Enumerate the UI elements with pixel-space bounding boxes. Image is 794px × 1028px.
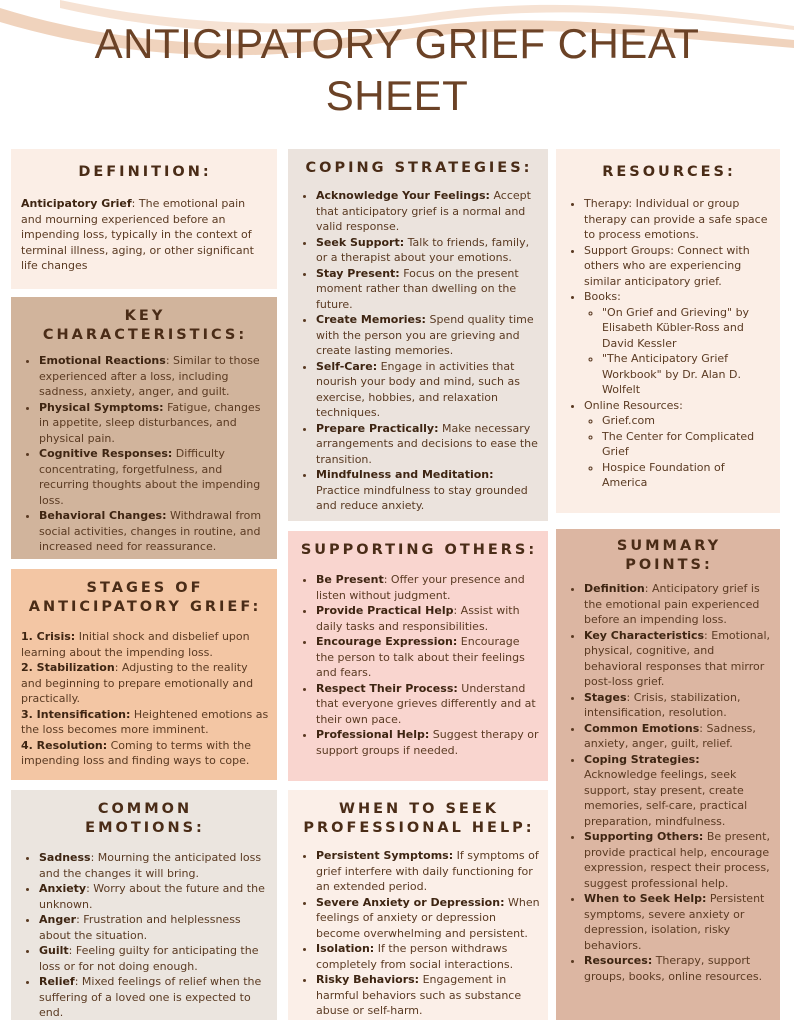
emotions-card — [11, 790, 277, 1020]
list-item: • Risky Behaviors: Engagement in harmful behaviors such as substance abuse or self-harm. — [316, 972, 540, 1019]
list-item: • Create Memories: Spend quality time with the person you are grieving and create lasting memories. — [316, 312, 540, 359]
list-item: • Self-Care: Engage in activities that nourish your body and mind, such as exercise, hobbies, and relaxation techniques. — [316, 359, 540, 421]
list-item: • When to Seek Help: Persistent symptoms, severe anxiety or depression, isolation, risky behaviors. — [584, 891, 772, 953]
list-item: • Isolation: If the person withdraws completely from social interactions. — [316, 941, 540, 972]
stage-item: 1. Crisis: Initial shock and disbelief upon learning about the impending loss. — [21, 630, 250, 659]
stage-item: 3. Intensification: Heightened emotions as the loss becomes more imminent. — [21, 707, 269, 736]
supporting-list — [298, 572, 540, 758]
title-line-2: SHEET — [325, 72, 469, 119]
online-resource-item: ◦ Hospice Foundation of America — [602, 460, 772, 491]
stages-heading: STAGES OF ANTICIPATORY GRIEF: — [28, 580, 262, 615]
list-item: • Severe Anxiety or Depression: When feelings of anxiety or depression become overwhelming and persistent. — [316, 895, 540, 942]
list-item: • Encourage Expression: Encourage the person to talk about their feelings and fears. — [316, 634, 540, 681]
summary-heading: SUMMARY POINTS: — [616, 538, 722, 573]
list-item: • Definition: Anticipatory grief is the emotional pain experienced before an impending loss. — [584, 581, 772, 628]
summary-card — [556, 529, 780, 1020]
online-resource-item: ◦ Grief.com — [602, 413, 772, 429]
list-item: • Persistent Symptoms: If symptoms of grief interfere with daily functioning for an extended period. — [316, 848, 540, 895]
list-item: • Anger: Frustration and helplessness about the situation. — [39, 912, 269, 943]
title-line-1: ANTICIPATORY GRIEF CHEAT — [94, 20, 700, 67]
list-item: • Seek Support: Talk to friends, family, or a therapist about your emotions. — [316, 235, 540, 266]
list-item: • Professional Help: Suggest therapy or support groups if needed. — [316, 727, 540, 758]
books-list — [584, 305, 772, 398]
coping-heading: COPING STRATEGIES: — [305, 160, 533, 176]
list-item: • Key Characteristics: Emotional, physical, cognitive, and behavioral responses that mirror post-loss grief. — [584, 628, 772, 690]
supporting-card — [288, 531, 548, 781]
definition-text: Anticipatory Grief: The emotional pain and mourning experienced before an impending loss, typically in the context of terminal illness, aging, or other significant life changes — [21, 197, 254, 272]
list-item: • Sadness: Mourning the anticipated loss and the changes it will bring. — [39, 850, 269, 881]
list-item: • Online Resources: ◦ Grief.com ◦ The Center for Complicated Grief ◦ Hospice Foundation of America — [584, 398, 772, 491]
list-item: • Provide Practical Help: Assist with daily tasks and responsibilities. — [316, 603, 540, 634]
list-item: • Stages: Crisis, stabilization, intensification, resolution. — [584, 690, 772, 721]
online-resources-list — [584, 413, 772, 491]
list-item: • Coping Strategies: Acknowledge feelings, seek support, stay present, create memories, self-care, practical preparation, mindfulness. — [584, 752, 772, 830]
list-item: • Resources: Therapy, support groups, books, online resources. — [584, 953, 772, 984]
stages-card — [11, 569, 277, 780]
list-item: • Support Groups: Connect with others who are experiencing similar anticipatory grief. — [584, 243, 772, 290]
professional-help-heading: WHEN TO SEEK PROFESSIONAL HELP: — [303, 801, 535, 836]
list-item: • Books: ◦ "On Grief and Grieving" by Elisabeth Kübler-Ross and David Kessler ◦ "The Anticipatory Grief Workbook" by Dr. Alan D. Wolfelt — [584, 289, 772, 398]
key-characteristics-card — [11, 297, 277, 559]
list-item: • Emotional Reactions: Similar to those experienced after a loss, including sadness, anxiety, anger, and guilt. — [39, 353, 269, 400]
professional-help-list — [298, 848, 540, 1019]
emotions-heading: COMMON EMOTIONS: — [85, 801, 205, 836]
coping-card — [288, 149, 548, 521]
emotions-list — [21, 850, 269, 1020]
professional-help-card — [288, 790, 548, 1020]
list-item: • Therapy: Individual or group therapy can provide a safe space to process emotions. — [584, 196, 772, 243]
online-resource-item: ◦ The Center for Complicated Grief — [602, 429, 772, 460]
book-item: ◦ "On Grief and Grieving" by Elisabeth Kübler-Ross and David Kessler — [602, 305, 772, 352]
list-item: • Behavioral Changes: Withdrawal from social activities, changes in routine, and increased need for reassurance. — [39, 508, 269, 555]
stage-item: 2. Stabilization: Adjusting to the reality and beginning to prepare emotionally and practically. — [21, 661, 254, 705]
definition-card — [11, 149, 277, 289]
resources-heading: RESOURCES: — [602, 164, 736, 180]
resources-list — [566, 196, 772, 491]
page-title — [0, 18, 794, 122]
list-item: • Mindfulness and Meditation: Practice mindfulness to stay grounded and reduce anxiety. — [316, 467, 540, 514]
supporting-heading: SUPPORTING OTHERS: — [300, 542, 538, 558]
list-item: • Physical Symptoms: Fatigue, changes in appetite, sleep disturbances, and physical pain. — [39, 400, 269, 447]
list-item: • Cognitive Responses: Difficulty concentrating, forgetfulness, and recurring thoughts about the impending loss. — [39, 446, 269, 508]
key-characteristics-heading: KEY CHARACTERISTICS: — [42, 308, 248, 343]
resources-card — [556, 149, 780, 513]
definition-term: Anticipatory Grief — [21, 197, 132, 210]
list-item: • Prepare Practically: Make necessary arrangements and decisions to ease the transition. — [316, 421, 540, 468]
list-item: • Supporting Others: Be present, provide practical help, encourage expression, respect their process, suggest professional help. — [584, 829, 772, 891]
list-item: • Stay Present: Focus on the present moment rather than dwelling on the future. — [316, 266, 540, 313]
list-item: • Be Present: Offer your presence and listen without judgment. — [316, 572, 540, 603]
stage-item: 4. Resolution: Coming to terms with the impending loss and finding ways to cope. — [21, 738, 252, 767]
coping-list — [298, 188, 540, 514]
list-item: • Guilt: Feeling guilty for anticipating the loss or for not doing enough. — [39, 943, 269, 974]
book-item: ◦ "The Anticipatory Grief Workbook" by Dr. Alan D. Wolfelt — [602, 351, 772, 398]
list-item: • Anxiety: Worry about the future and the unknown. — [39, 881, 269, 912]
list-item: • Acknowledge Your Feelings: Accept that anticipatory grief is a normal and valid response. — [316, 188, 540, 235]
list-item: • Common Emotions: Sadness, anxiety, anger, guilt, relief. — [584, 721, 772, 752]
list-item: • Relief: Mixed feelings of relief when the suffering of a loved one is expected to end. — [39, 974, 269, 1020]
summary-list — [566, 581, 772, 984]
definition-heading: DEFINITION: — [78, 164, 212, 180]
key-characteristics-list — [21, 353, 269, 555]
list-item: • Respect Their Process: Understand that everyone grieves differently and at their own pace. — [316, 681, 540, 728]
